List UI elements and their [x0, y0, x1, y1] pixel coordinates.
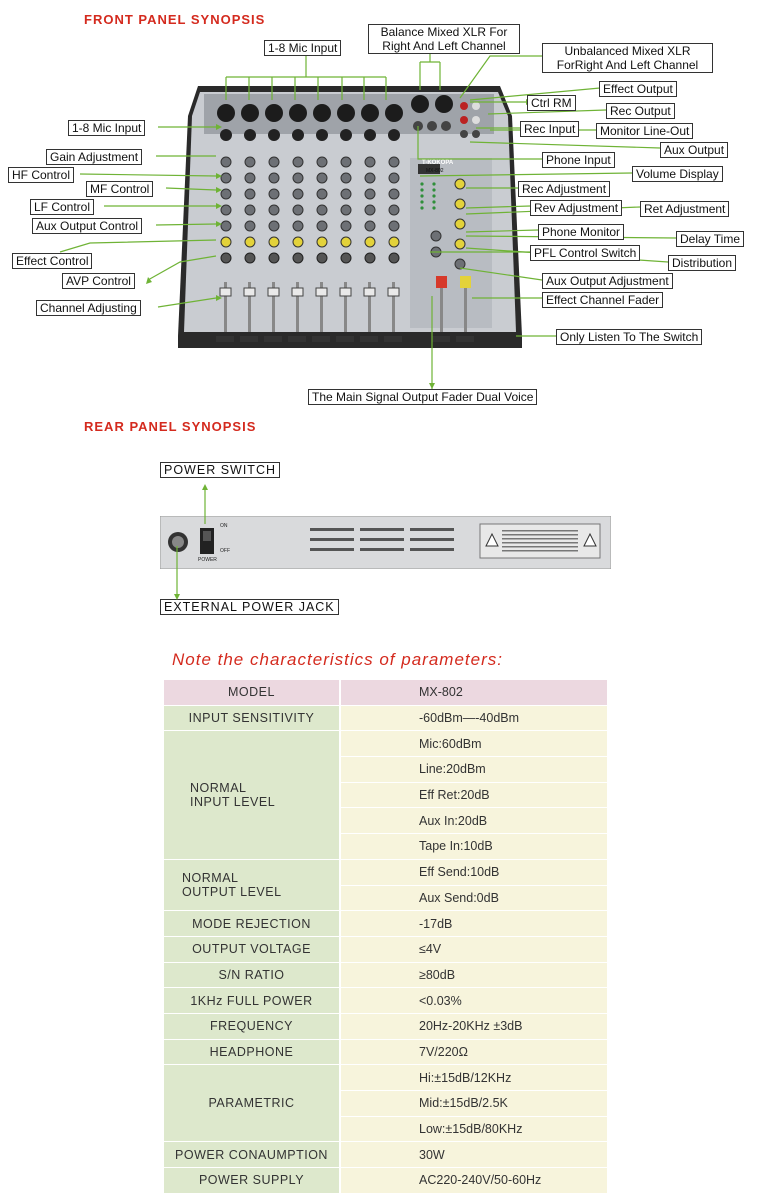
mixer-model: MX-802 — [426, 168, 444, 174]
callout-ctrl-rm: Ctrl RM — [527, 95, 576, 111]
param-label — [164, 731, 340, 859]
param-value: Eff Ret:20dB — [340, 782, 607, 808]
callout-effect-output: Effect Output — [599, 81, 677, 97]
param-label — [164, 859, 340, 910]
callout-aux-output-control: Aux Output Control — [32, 218, 142, 234]
callout-unbalanced-xlr-line2: ForRight And Left Channel — [556, 58, 699, 72]
param-label: PARAMETRIC — [164, 1065, 340, 1142]
callout-pfl-control-switch: PFL Control Switch — [530, 245, 640, 261]
callout-balance-xlr — [368, 24, 520, 54]
rear-on-label: ON — [220, 523, 228, 529]
callout-effect-channel-fader: Effect Channel Fader — [542, 292, 663, 308]
table-row — [164, 911, 607, 937]
table-row — [164, 1013, 607, 1039]
rear-off-label: OFF — [220, 548, 230, 554]
param-label: INPUT SENSITIVITY — [164, 705, 340, 731]
table-row — [164, 705, 607, 731]
table-row — [164, 859, 607, 885]
callout-aux-output: Aux Output — [660, 142, 728, 158]
param-label: FREQUENCY — [164, 1013, 340, 1039]
param-label: HEADPHONE — [164, 1039, 340, 1065]
param-label: OUTPUT VOLTAGE — [164, 936, 340, 962]
callout-avp-control: AVP Control — [62, 273, 135, 289]
param-value: Mic:60dBm — [340, 731, 607, 757]
callout-rec-output: Rec Output — [606, 103, 675, 119]
param-value: AC220-240V/50-60Hz — [340, 1168, 607, 1194]
callout-delay-time: Delay Time — [676, 231, 744, 247]
callout-mf-control: MF Control — [86, 181, 153, 197]
callout-volume-display: Volume Display — [632, 166, 723, 182]
callout-unbalanced-xlr — [542, 43, 713, 73]
param-label-line1: NORMAL — [182, 871, 239, 885]
param-value: -60dBm—-40dBm — [340, 705, 607, 731]
table-row — [164, 962, 607, 988]
param-label: POWER SUPPLY — [164, 1168, 340, 1194]
table-row — [164, 936, 607, 962]
table-row — [164, 1168, 607, 1194]
callout-ret-adjustment: Ret Adjustment — [640, 201, 729, 217]
callout-hf-control: HF Control — [8, 167, 74, 183]
param-label: POWER CONAUMPTION — [164, 1142, 340, 1168]
front-panel-title: FRONT PANEL SYNOPSIS — [84, 12, 266, 27]
param-label-line2: INPUT LEVEL — [190, 795, 276, 810]
rear-panel-title: REAR PANEL SYNOPSIS — [84, 419, 257, 434]
callout-rec-input: Rec Input — [520, 121, 579, 137]
param-value: -17dB — [340, 911, 607, 937]
table-row — [164, 1065, 607, 1091]
param-value: Hi:±15dB/12KHz — [340, 1065, 607, 1091]
param-value: <0.03% — [340, 988, 607, 1014]
callout-mic-input-left: 1-8 Mic Input — [68, 120, 145, 136]
param-value: Aux In:20dB — [340, 808, 607, 834]
callout-rec-adjustment: Rec Adjustment — [518, 181, 610, 197]
table-row — [164, 1039, 607, 1065]
param-value: Eff Send:10dB — [340, 859, 607, 885]
param-value: Line:20dBm — [340, 757, 607, 783]
param-value: Mid:±15dB/2.5K — [340, 1091, 607, 1117]
param-label: S/N RATIO — [164, 962, 340, 988]
callout-monitor-line-out: Monitor Line-Out — [596, 123, 693, 139]
param-value: ≤4V — [340, 936, 607, 962]
callout-balance-xlr-line2: Right And Left Channel — [382, 39, 506, 53]
param-value: 30W — [340, 1142, 607, 1168]
table-row — [164, 988, 607, 1014]
callout-unbalanced-xlr-line1: Unbalanced Mixed XLR — [564, 44, 691, 58]
param-label: MODE REJECTION — [164, 911, 340, 937]
callout-balance-xlr-line1: Balance Mixed XLR For — [380, 25, 508, 39]
callout-phone-monitor: Phone Monitor — [538, 224, 624, 240]
callout-phone-input: Phone Input — [542, 152, 615, 168]
table-row — [164, 1142, 607, 1168]
params-table — [164, 680, 607, 1194]
rear-leader-lines — [0, 480, 760, 610]
param-label-line2: OUTPUT LEVEL — [182, 885, 282, 899]
table-row — [164, 731, 607, 757]
callout-effect-control: Effect Control — [12, 253, 92, 269]
callout-distribution: Distribution — [668, 255, 736, 271]
param-value: ≥80dB — [340, 962, 607, 988]
callout-lf-control: LF Control — [30, 199, 94, 215]
param-label: MODEL — [164, 680, 340, 705]
param-value: 20Hz-20KHz ±3dB — [340, 1013, 607, 1039]
params-title: Note the characteristics of parameters: — [172, 650, 503, 669]
table-row — [164, 680, 607, 705]
callout-only-listen: Only Listen To The Switch — [556, 329, 702, 345]
rear-power-label: POWER — [198, 557, 217, 563]
callout-channel-adjusting: Channel Adjusting — [36, 300, 141, 316]
callout-power-switch: POWER SWITCH — [160, 462, 280, 478]
callout-gain-adjustment: Gain Adjustment — [46, 149, 142, 165]
param-value: Low:±15dB/80KHz — [340, 1116, 607, 1142]
mixer-brand: T-KOKOPA — [422, 160, 454, 166]
callout-aux-output-adjustment: Aux Output Adjustment — [542, 273, 673, 289]
param-label-line1: NORMAL — [190, 781, 247, 796]
param-label: 1KHz FULL POWER — [164, 988, 340, 1014]
callout-external-power-jack: EXTERNAL POWER JACK — [160, 599, 339, 615]
callout-main-signal-fader: The Main Signal Output Fader Dual Voice — [308, 389, 537, 405]
param-value: Aux Send:0dB — [340, 885, 607, 911]
param-value: 7V/220Ω — [340, 1039, 607, 1065]
callout-mic-input-top: 1-8 Mic Input — [264, 40, 341, 56]
param-value: Tape In:10dB — [340, 834, 607, 860]
callout-rev-adjustment: Rev Adjustment — [530, 200, 622, 216]
param-value: MX-802 — [340, 680, 607, 705]
